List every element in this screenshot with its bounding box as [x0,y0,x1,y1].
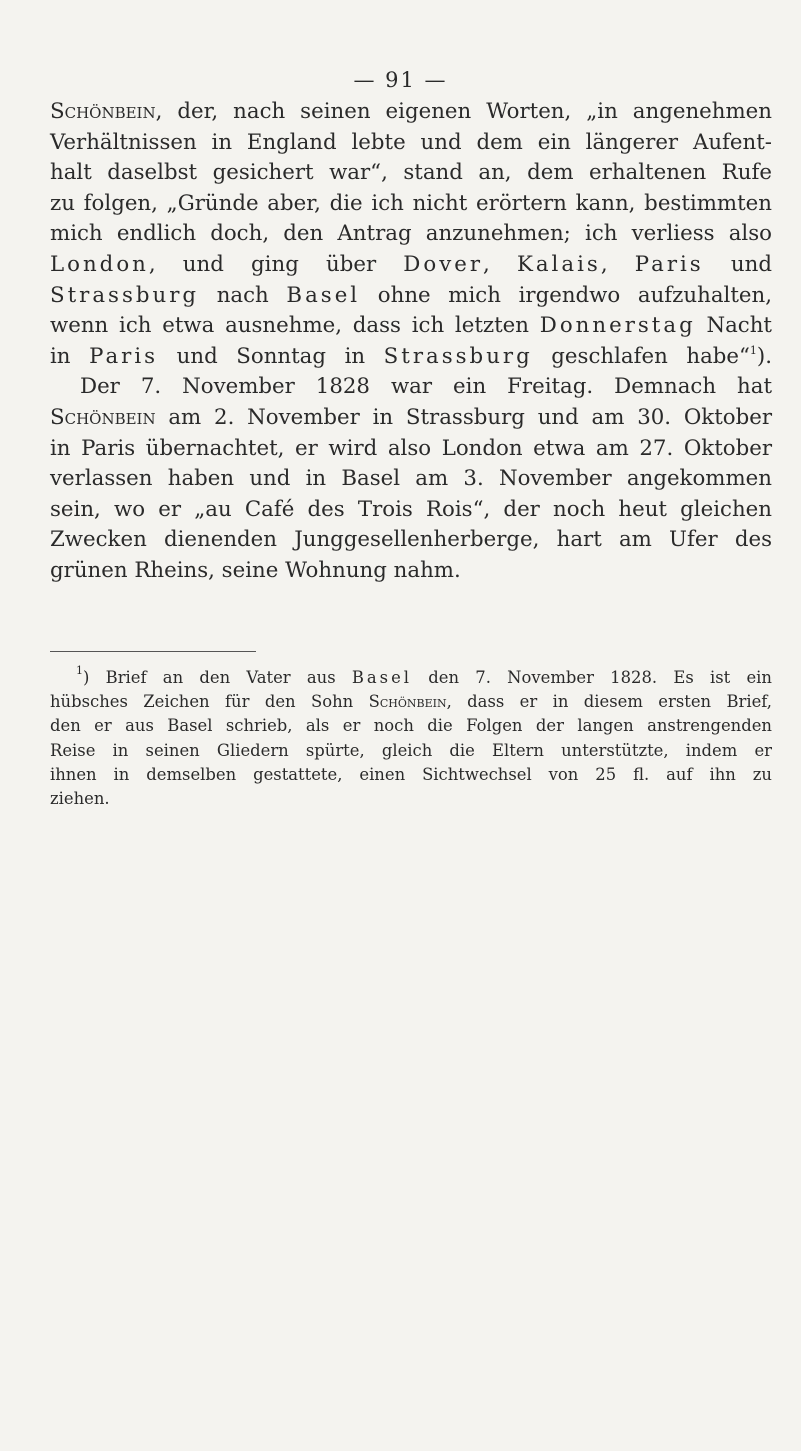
author-name: Schönbein [368,692,447,712]
text-line: Zwecken dienenden Junggesellenherberge, hart am Ufer des [50,527,772,553]
text-fragment: und Sonntag in [158,343,384,369]
text-fragment: wenn ich etwa ausnehme, dass ich letzten [50,313,540,339]
text-fragment: und [703,251,772,277]
text-fragment: Nacht [695,313,772,339]
page-number: — 91 — [353,68,448,92]
text-fragment: ) Brief an den Vater aus [83,668,352,687]
text-fragment: ohne mich irgendwo aufzuhalten, [360,282,772,308]
footnote-line: ziehen. [50,789,110,809]
text-fragment: nach [199,282,287,308]
text-fragment: geschlafen habe“ [532,343,750,369]
text-line: verlassen haben und in Basel am 3. November angekommen [50,466,772,492]
footnote-line: ihnen in demselben gestattete, einen Sichtwechsel von 25 fl. auf ihn zu [50,764,772,784]
text-fragment: , [483,251,517,277]
place-basel: Basel [351,668,413,687]
text-line [50,311,772,342]
text-line: in Paris übernachtet, er wird also London etwa am 27. Oktober [50,435,772,461]
text-line: grünen Rheins, seine Wohnung nahm. [50,557,461,583]
text-fragment: , der, nach seinen eigenen Worten, „in angenehmen [155,99,772,124]
text-fragment: in [50,343,90,369]
footnote-line [50,666,772,690]
text-fragment: am 2. November in Strassburg und am 30. Oktober [155,404,772,430]
place-basel: Basel [286,282,361,308]
place-paris: Paris [634,251,704,277]
footnote [50,666,772,811]
place-london: London [50,251,149,277]
text-line [50,250,772,281]
place-kalais: Kalais [516,251,601,277]
text-fragment: , [600,251,635,277]
footnote-ref: 1 [749,343,757,357]
footnote-divider [50,651,256,652]
place-strassburg: Strassburg [383,343,533,369]
text-line: Verhältnissen in England lebte und dem ein längerer Aufent- [50,129,772,155]
text-fragment: ). [756,343,772,369]
text-fragment: , und ging über [148,251,404,277]
text-fragment: den 7. November 1828. Es ist ein [412,668,772,687]
place-paris: Paris [89,343,159,369]
text-line [50,342,772,373]
text-line: halt daselbst gesichert war“, stand an, dem erhaltenen Rufe [50,160,772,186]
text-line: mich endlich doch, den Antrag anzunehmen; ich verliess also [50,221,772,247]
footnote-line: den er aus Basel schrieb, als er noch die Folgen der langen anstrengenden [50,716,772,736]
author-name: Schönbein [50,99,156,124]
text-fragment: , dass er in diesem ersten Brief, [446,692,772,712]
footnote-line: Reise in seinen Gliedern spürte, gleich die Eltern unterstützte, indem er [50,740,772,760]
place-dover: Dover [403,251,484,277]
main-text [50,97,772,587]
text-line: sein, wo er „au Café des Trois Rois“, der noch heut gleichen [50,496,772,522]
text-line [50,97,772,128]
author-name: Schönbein [50,404,156,430]
footnote-marker: 1 [76,664,83,677]
footnote-line [50,690,772,714]
text-fragment: hübsches Zeichen für den Sohn [50,692,369,712]
text-line: Der 7. November 1828 war ein Freitag. Demnach hat [80,374,772,400]
text-line [50,281,772,312]
text-line [50,403,772,434]
day-donnerstag: Donnerstag [539,313,696,339]
place-strassburg: Strassburg [50,282,200,308]
text-line: zu folgen, „Gründe aber, die ich nicht erörtern kann, bestimmten [50,190,772,216]
